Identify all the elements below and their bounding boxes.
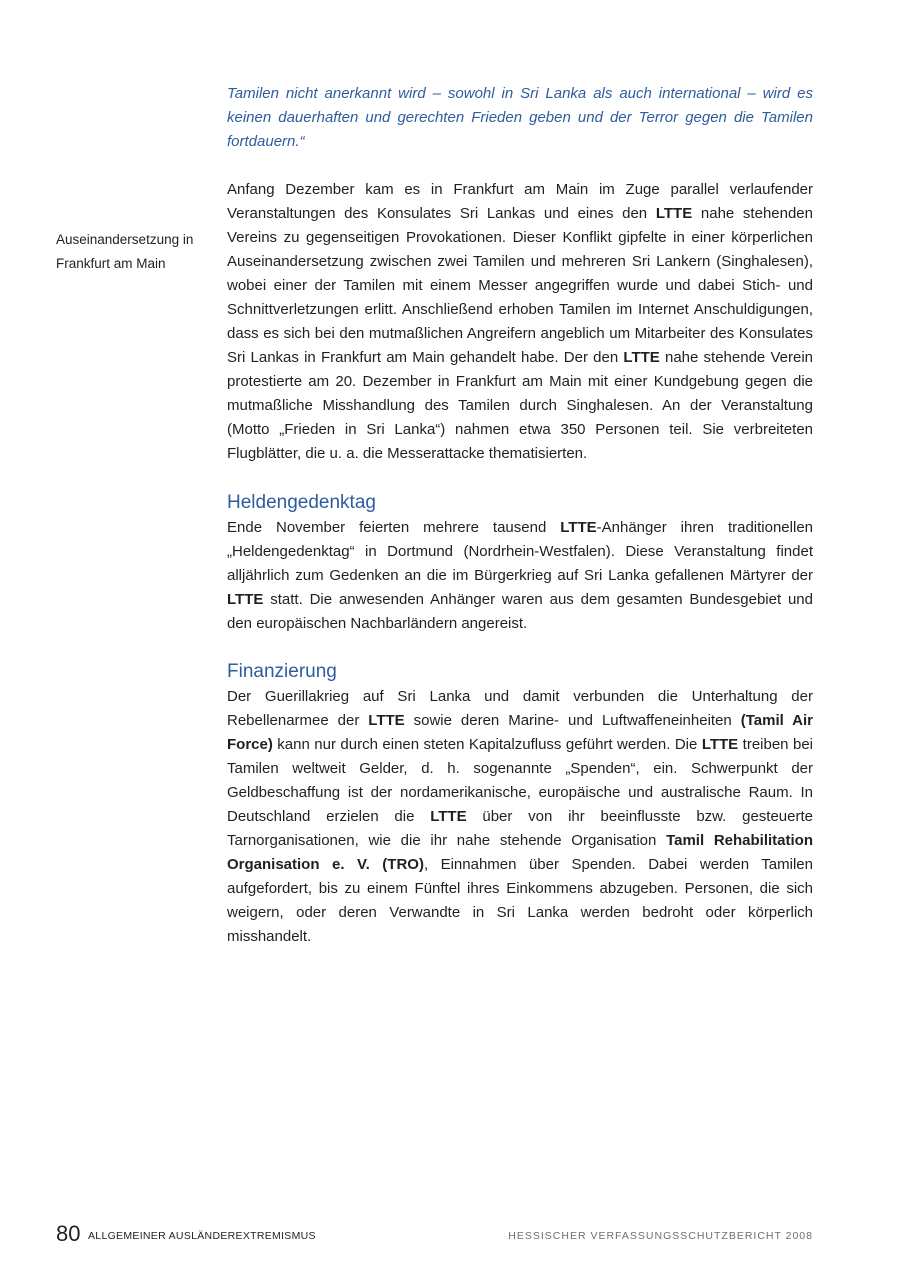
margin-note-line-2: Frankfurt am Main (56, 256, 166, 271)
text-segment: über von ihr beeinflusste bzw. gesteuerte Tarnorganisationen, wie die ihr nahe stehende Organisation (227, 808, 813, 849)
text-segment: sowie deren Marine- und Luftwaffeneinheiten (404, 712, 741, 729)
footer-report-title: HESSISCHER VERFASSUNGSSCHUTZBERICHT 2008 (508, 1230, 813, 1242)
bold-ltte: LTTE (655, 205, 693, 222)
bold-ltte: LTTE (560, 519, 597, 536)
bold-tro: Tamil Rehabilitation Organisation e. V. (TRO) (227, 832, 814, 873)
margin-note-line-1: Auseinandersetzung in (56, 232, 194, 247)
paragraph-frankfurt-incident (227, 178, 813, 466)
text-segment: -Anhänger ihren traditionellen „Heldengedenktag“ in Dortmund (Nordrhein-Westfalen). Diese Veranstaltung findet alljährlich zum Gedenken an die im Bürgerkrieg auf Sri Lanka gefallenen Märtyrer der (227, 519, 814, 584)
paragraph-finanzierung (227, 685, 813, 949)
text-segment: nahe stehende Verein protestierte am 20. Dezember in Frankfurt am Main mit einer Kundgebung gegen die mutmaßliche Misshandlung des Tamilen durch Singhalesen. An der Veranstaltung (Motto „Frieden in Sri Lanka“) nahmen etwa 350 Personen teil. Sie verbreiteten Flugblätter, die u. a. die Messerattacke thematisierten. (227, 349, 814, 462)
bold-ltte: LTTE (430, 808, 467, 825)
text-segment: Ende November feierten mehrere tausend (227, 519, 561, 536)
margin-note (56, 228, 206, 276)
text-segment: kann nur durch einen steten Kapitalzufluss geführt werden. Die (272, 736, 702, 753)
heading-finanzierung: Finanzierung (227, 661, 337, 682)
bold-ltte: LTTE (227, 591, 264, 608)
quote-paragraph: Tamilen nicht anerkannt wird – sowohl in Sri Lanka als auch international – wird es keinen dauerhaften und gerechten Frieden geben und der Terror gegen die Tamilen fortdauern.“ (227, 85, 813, 150)
bold-ltte: LTTE (623, 349, 660, 366)
text-segment: nahe stehenden Vereins zu gegenseitigen Provokationen. Dieser Konflikt gipfelte in einer körperlichen Auseinandersetzung zwischen zwei Tamilen und mehreren Sri Lankern (Singhalesen), wobei einer der Tamilen mit einem Messer angegriffen wurde und dabei Stich- und Schnittverletzungen erlitt. Anschließend erhoben Tamilen im Internet Anschuldigungen, dass es sich bei den mutmaßlichen Angreifern angeblich um Mitarbeiter des Konsulates Sri Lankas in Frankfurt am Main gehandelt habe. Der den (227, 205, 813, 366)
bold-tamil-air-force: (Tamil Air Force) (227, 712, 813, 753)
heading-heldengedenktag: Heldengedenktag (227, 492, 376, 513)
text-segment: Anfang Dezember kam es in Frankfurt am Main im Zuge parallel verlaufender Veranstaltungen des Konsulates Sri Lankas und eines den (227, 181, 813, 222)
text-segment: statt. Die anwesenden Anhänger waren aus dem gesamten Bundesgebiet und den europäischen Nachbarländern angereist. (227, 591, 813, 632)
page-number: 80 (56, 1221, 81, 1246)
paragraph-heldengedenktag (227, 516, 813, 636)
footer-section-title: ALLGEMEINER AUSLÄNDEREXTREMISMUS (88, 1230, 316, 1242)
bold-ltte: LTTE (368, 712, 405, 729)
text-segment: , Einnahmen über Spenden. Dabei werden Tamilen aufgefordert, bis zu einem Fünftel ihres Einkommens abzugeben. Personen, die sich weigern, oder deren Verwandte in Sri Lanka werden bedroht oder körperlich misshandelt. (227, 856, 813, 945)
text-segment: Der Guerillakrieg auf Sri Lanka und damit verbunden die Unterhaltung der Rebellenarmee der (227, 688, 813, 729)
bold-ltte: LTTE (701, 736, 739, 753)
text-segment: treiben bei Tamilen weltweit Gelder, d. h. sogenannte „Spenden“, ein. Schwerpunkt der Geldbeschaffung ist der nordamerikanische, europäische und australische Raum. In Deutschland erzielen die (227, 736, 813, 825)
